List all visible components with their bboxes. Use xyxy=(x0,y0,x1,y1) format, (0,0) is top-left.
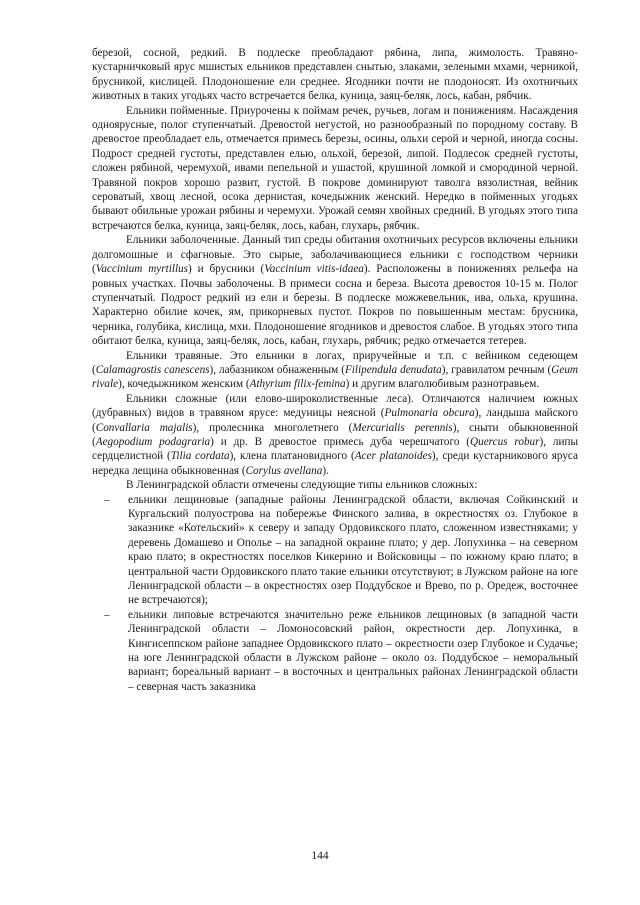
page-body xyxy=(92,46,578,694)
paragraph-complex-spruce xyxy=(92,392,578,478)
latin-name: Acer platanoides xyxy=(354,450,432,463)
latin-name: Calamagrostis canescens xyxy=(95,363,210,376)
paragraph-grassy-spruce xyxy=(92,349,578,392)
latin-name: Corylus avellana xyxy=(245,464,323,477)
text-span: ), пролесника многолетнего ( xyxy=(192,421,353,434)
text-span: ), гравилатом речным ( xyxy=(441,363,552,376)
latin-name: Tilia cordata xyxy=(170,450,230,463)
latin-name: Mercurialis perennis xyxy=(352,421,453,434)
complex-spruce-types-list xyxy=(92,493,578,695)
latin-name: Filipendula denudata xyxy=(344,363,442,376)
paragraph-swampy-spruce xyxy=(92,233,578,348)
text-span: Ельники сложные (или елово-широколиственные леса). Отличаются наличием южных (дубравных) видов в травяном ярусе: медуницы неясной ( xyxy=(92,392,578,420)
text-span: ), среди кустарникового яруса нередка лещина обыкновенная ( xyxy=(92,450,578,477)
text-span: ). xyxy=(322,464,329,477)
latin-name: Athyrium filix-femina xyxy=(249,378,346,391)
text-span: Ельники заболоченные. Данный тип среды обитания охотничьих ресурсов включены ельники долгомошные и сфагновые. Это сырые, заболачивающиеся ельники с господством черники ( xyxy=(92,234,578,276)
latin-name: Vaccinium myrtillus xyxy=(95,263,188,276)
paragraph-complex-types-intro: В Ленинградской области отмечены следующие типы ельников сложных: xyxy=(126,479,478,492)
latin-name: Geum rivale xyxy=(92,363,578,391)
text-span: ), кочедыжником женским ( xyxy=(118,378,250,391)
list-item: – ельники липовые встречаются значительно реже ельников лещиновых (в западной части Ленинградской области – Ломоносовский район, окрестности дер. Лопухинка, в Кингисеппском районе западнее Ордовикского плато – окрестности озер Глубокое и Судачье; на юге Ленинградской области в Лужском районе – около оз. Поддубское – неморальный вариант; бореальный вариант – в восточных и центральных районах Ленинградской области – северная часть заказника xyxy=(128,608,578,694)
text-span: ) и др. В древостое примесь дуба черешчатого ( xyxy=(210,435,471,448)
text-span: ), клена платановидного ( xyxy=(229,450,355,463)
latin-name: Vaccinium vitis-idaea xyxy=(264,263,364,276)
paragraph-floodplain-spruce: Ельники пойменные. Приурочены к поймам речек, ручьев, логам и понижениям. Насаждения одноярусные, полог ступенчатый. Древостой негустой, но разнообразный по породному составу. В древостое преобладает ель, отмечается примесь березы, осины, ольхи серой и черной, иногда сосны. Подрост средней густоты, представлен елью, ольхой, березой, липой. Подлесок средней густоты, сложен рябиной, черемухой, ивами пепельной и ушастой, крушиной ломкой и смородиной черной. Травяной покров хорошо развит, густой. В покрове доминируют таволга вязолистная, вейник сероватый, хвощ лесной, осока дернистая, кочедыжник женский. Нередко в пойменных угодьях бывают обильные урожаи рябины и черемухи. Урожай семян хвойных средний. В угодьях этого типа встречаются белка, куница, заяц-беляк, лось, кабан, глухарь, рябчик. xyxy=(92,104,578,232)
text-span: ), липы сердцелистной ( xyxy=(92,435,578,463)
text-span: ) и брусники ( xyxy=(188,263,265,276)
text-span: Ельники травяные. Это ельники в логах, приручейные и т.п. с вейником седеющем ( xyxy=(92,349,578,376)
latin-name: Quercus robur xyxy=(470,435,540,448)
text-span: ) и другим влаголюбивым разнотравьем. xyxy=(345,378,540,391)
latin-name: Aegopodium podagraria xyxy=(95,435,211,448)
text-span: ), лабазником обнаженным ( xyxy=(209,363,345,376)
text-span: ). Расположены в понижениях рельефа на ровных участках. Почвы заболочены. В примеси сосна и береза. Высота древостоя 10-15 м. Полог ступенчатый. Подрост редкий из ели и березы. В подлеске можжевельник, ива, ольха, крушина. Характерно обилие кочек, ям, прикорневых пустот. Покров по повышенным местам: брусника, черника, голубика, кислица, мхи. Плодоношение ягодников и древостоя слабое. В угодьях этого типа обитают белка, куница, заяц-беляк, лось, кабан, глухарь, рябчик; редко отмечается тетерев. xyxy=(92,263,578,348)
latin-name: Pulmonaria obcura xyxy=(384,407,475,420)
text-span: ), ландыша майского ( xyxy=(92,407,578,434)
paragraph-spruce-mossy-end: березой, сосной, редкий. В подлеске преобладают рябина, липа, жимолость. Травяно-кустарничковый ярус мшистых ельников представлен снытью, злаками, зелеными мхами, черникой, брусникой, кислицей. Плодоношение ели среднее. Ягодники почти не плодоносят. Из охотничьих животных в таких угодьях часто встречается белка, куница, заяц-беляк, лось, кабан, рябчик. xyxy=(92,47,578,103)
page-number: 144 xyxy=(311,850,329,862)
text-span: ), сныти обыкновенной ( xyxy=(92,421,578,448)
latin-name: Convallaria majalis xyxy=(95,421,193,434)
list-item: – ельники лещиновые (западные районы Ленинградской области, включая Сойкинский и Кургальский полуострова на побережье Финского залива, в окрестностях оз. Глубокое в заказнике «Котельский» к северу и западу Ордовикского плато, сложенном известняками; у деревень Домашево и Ополье – на западной окраине плато; у дер. Лопухинка – на северном краю плато; в окрестностях поселков Кикерино и Войсковицы – по южному краю плато; в центральной части Ордовикского плато такие ельники отсутствуют; в Лужском районе на юге Ленинградской области – в окрестностях озер Поддубское и Врево, по р. Оредеж, восточнее не встречаются); xyxy=(128,493,578,608)
